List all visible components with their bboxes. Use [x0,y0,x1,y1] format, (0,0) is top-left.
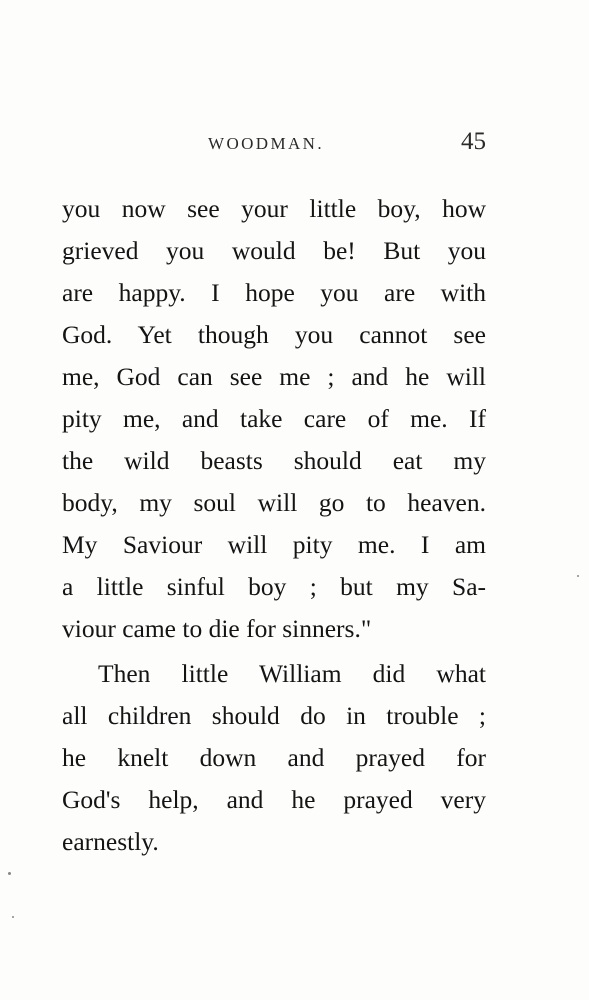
text-line: My Saviour will pity me. I am [62,530,486,559]
running-title: WOODMAN. [208,134,324,153]
text-line: you now see your little boy, how [62,194,486,223]
text-line: viour came to die for sinners." [62,614,372,643]
paragraph-new [62,653,486,863]
text-line: the wild beasts should eat my [62,446,486,475]
text-line: all children should do in trouble ; [62,701,486,730]
print-speck [8,872,11,875]
text-line: Then little William did what [98,659,486,688]
running-head [62,128,486,158]
page-number: 45 [461,128,486,155]
text-line: a little sinful boy ; but my Sa- [62,572,486,601]
print-speck [577,575,579,577]
paragraph-continued [62,188,486,650]
text-line: body, my soul will go to heaven. [62,488,486,517]
text-line: God. Yet though you cannot see [62,320,486,349]
text-line: he knelt down and prayed for [62,743,486,772]
text-line: earnestly. [62,827,159,856]
text-line: pity me, and take care of me. If [62,404,486,433]
print-speck [12,916,14,918]
text-line: me, God can see me ; and he will [62,362,486,391]
text-line: God's help, and he prayed very [62,785,486,814]
text-line: grieved you would be! But you [62,236,486,265]
text-line: are happy. I hope you are with [62,278,486,307]
